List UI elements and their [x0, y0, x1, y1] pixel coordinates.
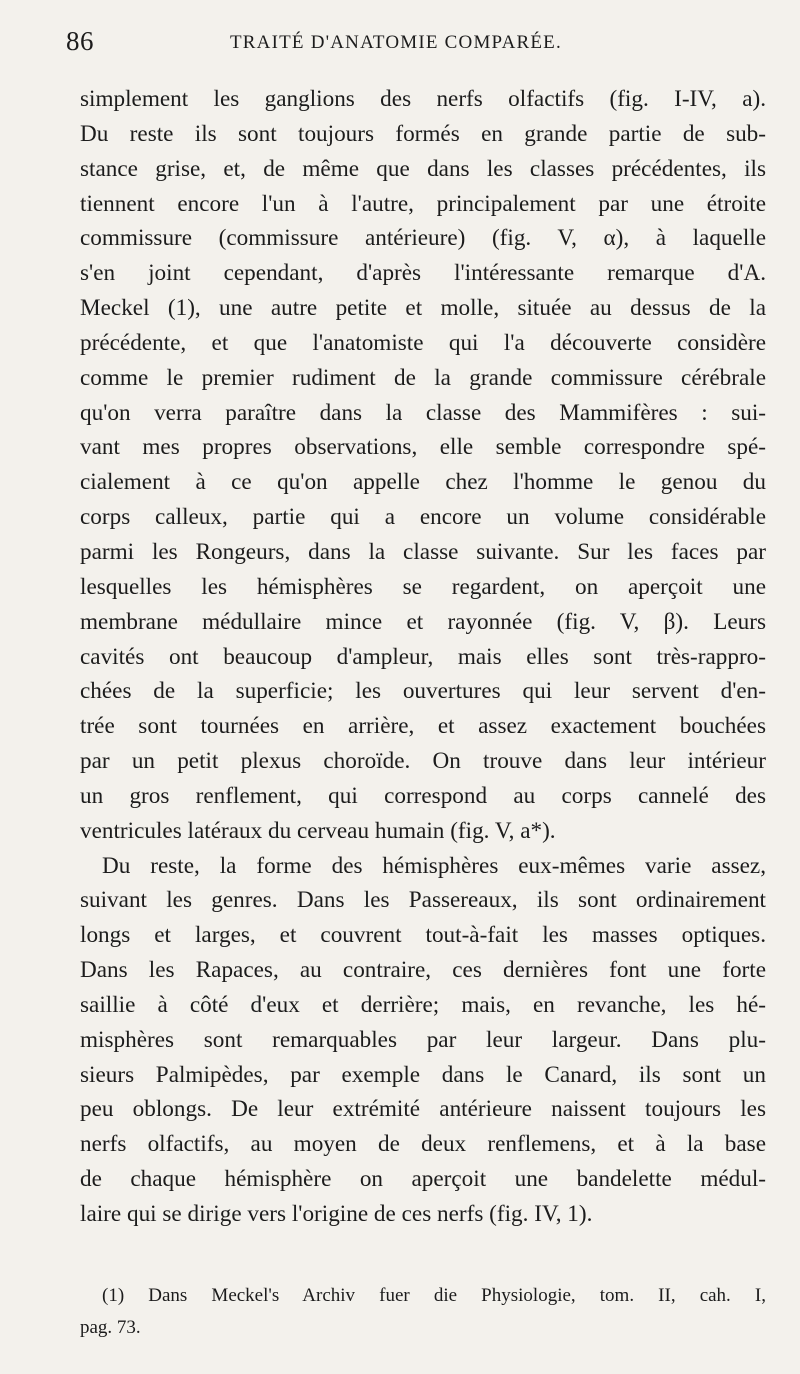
text-line: de chaque hémisphère on aperçoit une bandelette médul- [80, 1166, 766, 1193]
text-line: un gros renflement, qui correspond au corps cannelé des [80, 782, 766, 809]
text-line: chées de la superficie; les ouvertures qui leur servent d'en- [80, 678, 766, 705]
text-line: suivant les genres. Dans les Passereaux, ils sont ordinairement [80, 887, 766, 914]
text-line-paragraph-start: Du reste, la forme des hémisphères eux-mêmes varie assez, [102, 852, 766, 879]
text-line: longs et larges, et couvrent tout-à-fait les masses optiques. [80, 922, 766, 949]
text-line: nerfs olfactifs, au moyen de deux renflemens, et à la base [80, 1131, 766, 1158]
text-line: tiennent encore l'un à l'autre, principalement par une étroite [80, 190, 766, 217]
text-line: misphères sont remarquables par leur largeur. Dans plu- [80, 1026, 766, 1053]
text-line: saillie à côté d'eux et derrière; mais, en revanche, les hé- [80, 991, 766, 1018]
text-line: trée sont tournées en arrière, et assez exactement bouchées [80, 713, 766, 740]
text-line: Dans les Rapaces, au contraire, ces dernières font une forte [80, 957, 766, 984]
footnote [80, 1280, 766, 1344]
text-line: qu'on verra paraître dans la classe des Mammifères : sui- [80, 399, 766, 426]
text-line: commissure (commissure antérieure) (fig. V, α), à laquelle [80, 225, 766, 252]
text-line: sieurs Palmipèdes, par exemple dans le Canard, ils sont un [80, 1061, 766, 1088]
body-text [80, 82, 766, 1232]
text-line-paragraph-end: laire qui se dirige vers l'origine de ces nerfs (fig. IV, 1). [80, 1201, 593, 1227]
text-line: lesquelles les hémisphères se regardent, on aperçoit une [80, 573, 766, 600]
running-title: TRAITÉ D'ANATOMIE COMPARÉE. [230, 32, 562, 53]
text-line: parmi les Rongeurs, dans la classe suivante. Sur les faces par [80, 538, 766, 565]
footnote-line: pag. 73. [80, 1317, 141, 1338]
text-line: Du reste ils sont toujours formés en grande partie de sub- [80, 120, 766, 147]
text-line: membrane médullaire mince et rayonnée (fig. V, β). Leurs [80, 608, 766, 635]
text-line: peu oblongs. De leur extrémité antérieure naissent toujours les [80, 1096, 766, 1123]
text-line: comme le premier rudiment de la grande commissure cérébrale [80, 364, 766, 391]
footnote-line: (1) Dans Meckel's Archiv fuer die Physiologie, tom. II, cah. I, [102, 1285, 766, 1306]
text-line: s'en joint cependant, d'après l'intéressante remarque d'A. [80, 260, 766, 287]
text-line: corps calleux, partie qui a encore un volume considérable [80, 504, 766, 531]
text-line: par un petit plexus choroïde. On trouve dans leur intérieur [80, 748, 766, 775]
page-number: 86 [66, 26, 94, 56]
text-line: stance grise, et, de même que dans les classes précédentes, ils [80, 155, 766, 182]
text-line: cavités ont beaucoup d'ampleur, mais elles sont très-rappro- [80, 643, 766, 670]
text-line: Meckel (1), une autre petite et molle, située au dessus de la [80, 295, 766, 322]
page-header [66, 20, 756, 64]
text-line: simplement les ganglions des nerfs olfactifs (fig. I-IV, a). [80, 86, 766, 112]
text-line: précédente, et que l'anatomiste qui l'a découverte considère [80, 329, 766, 356]
text-line: vant mes propres observations, elle semble correspondre spé- [80, 434, 766, 461]
text-line-paragraph-end: ventricules latéraux du cerveau humain (fig. V, a*). [80, 817, 556, 844]
text-line: cialement à ce qu'on appelle chez l'homme le genou du [80, 469, 766, 496]
